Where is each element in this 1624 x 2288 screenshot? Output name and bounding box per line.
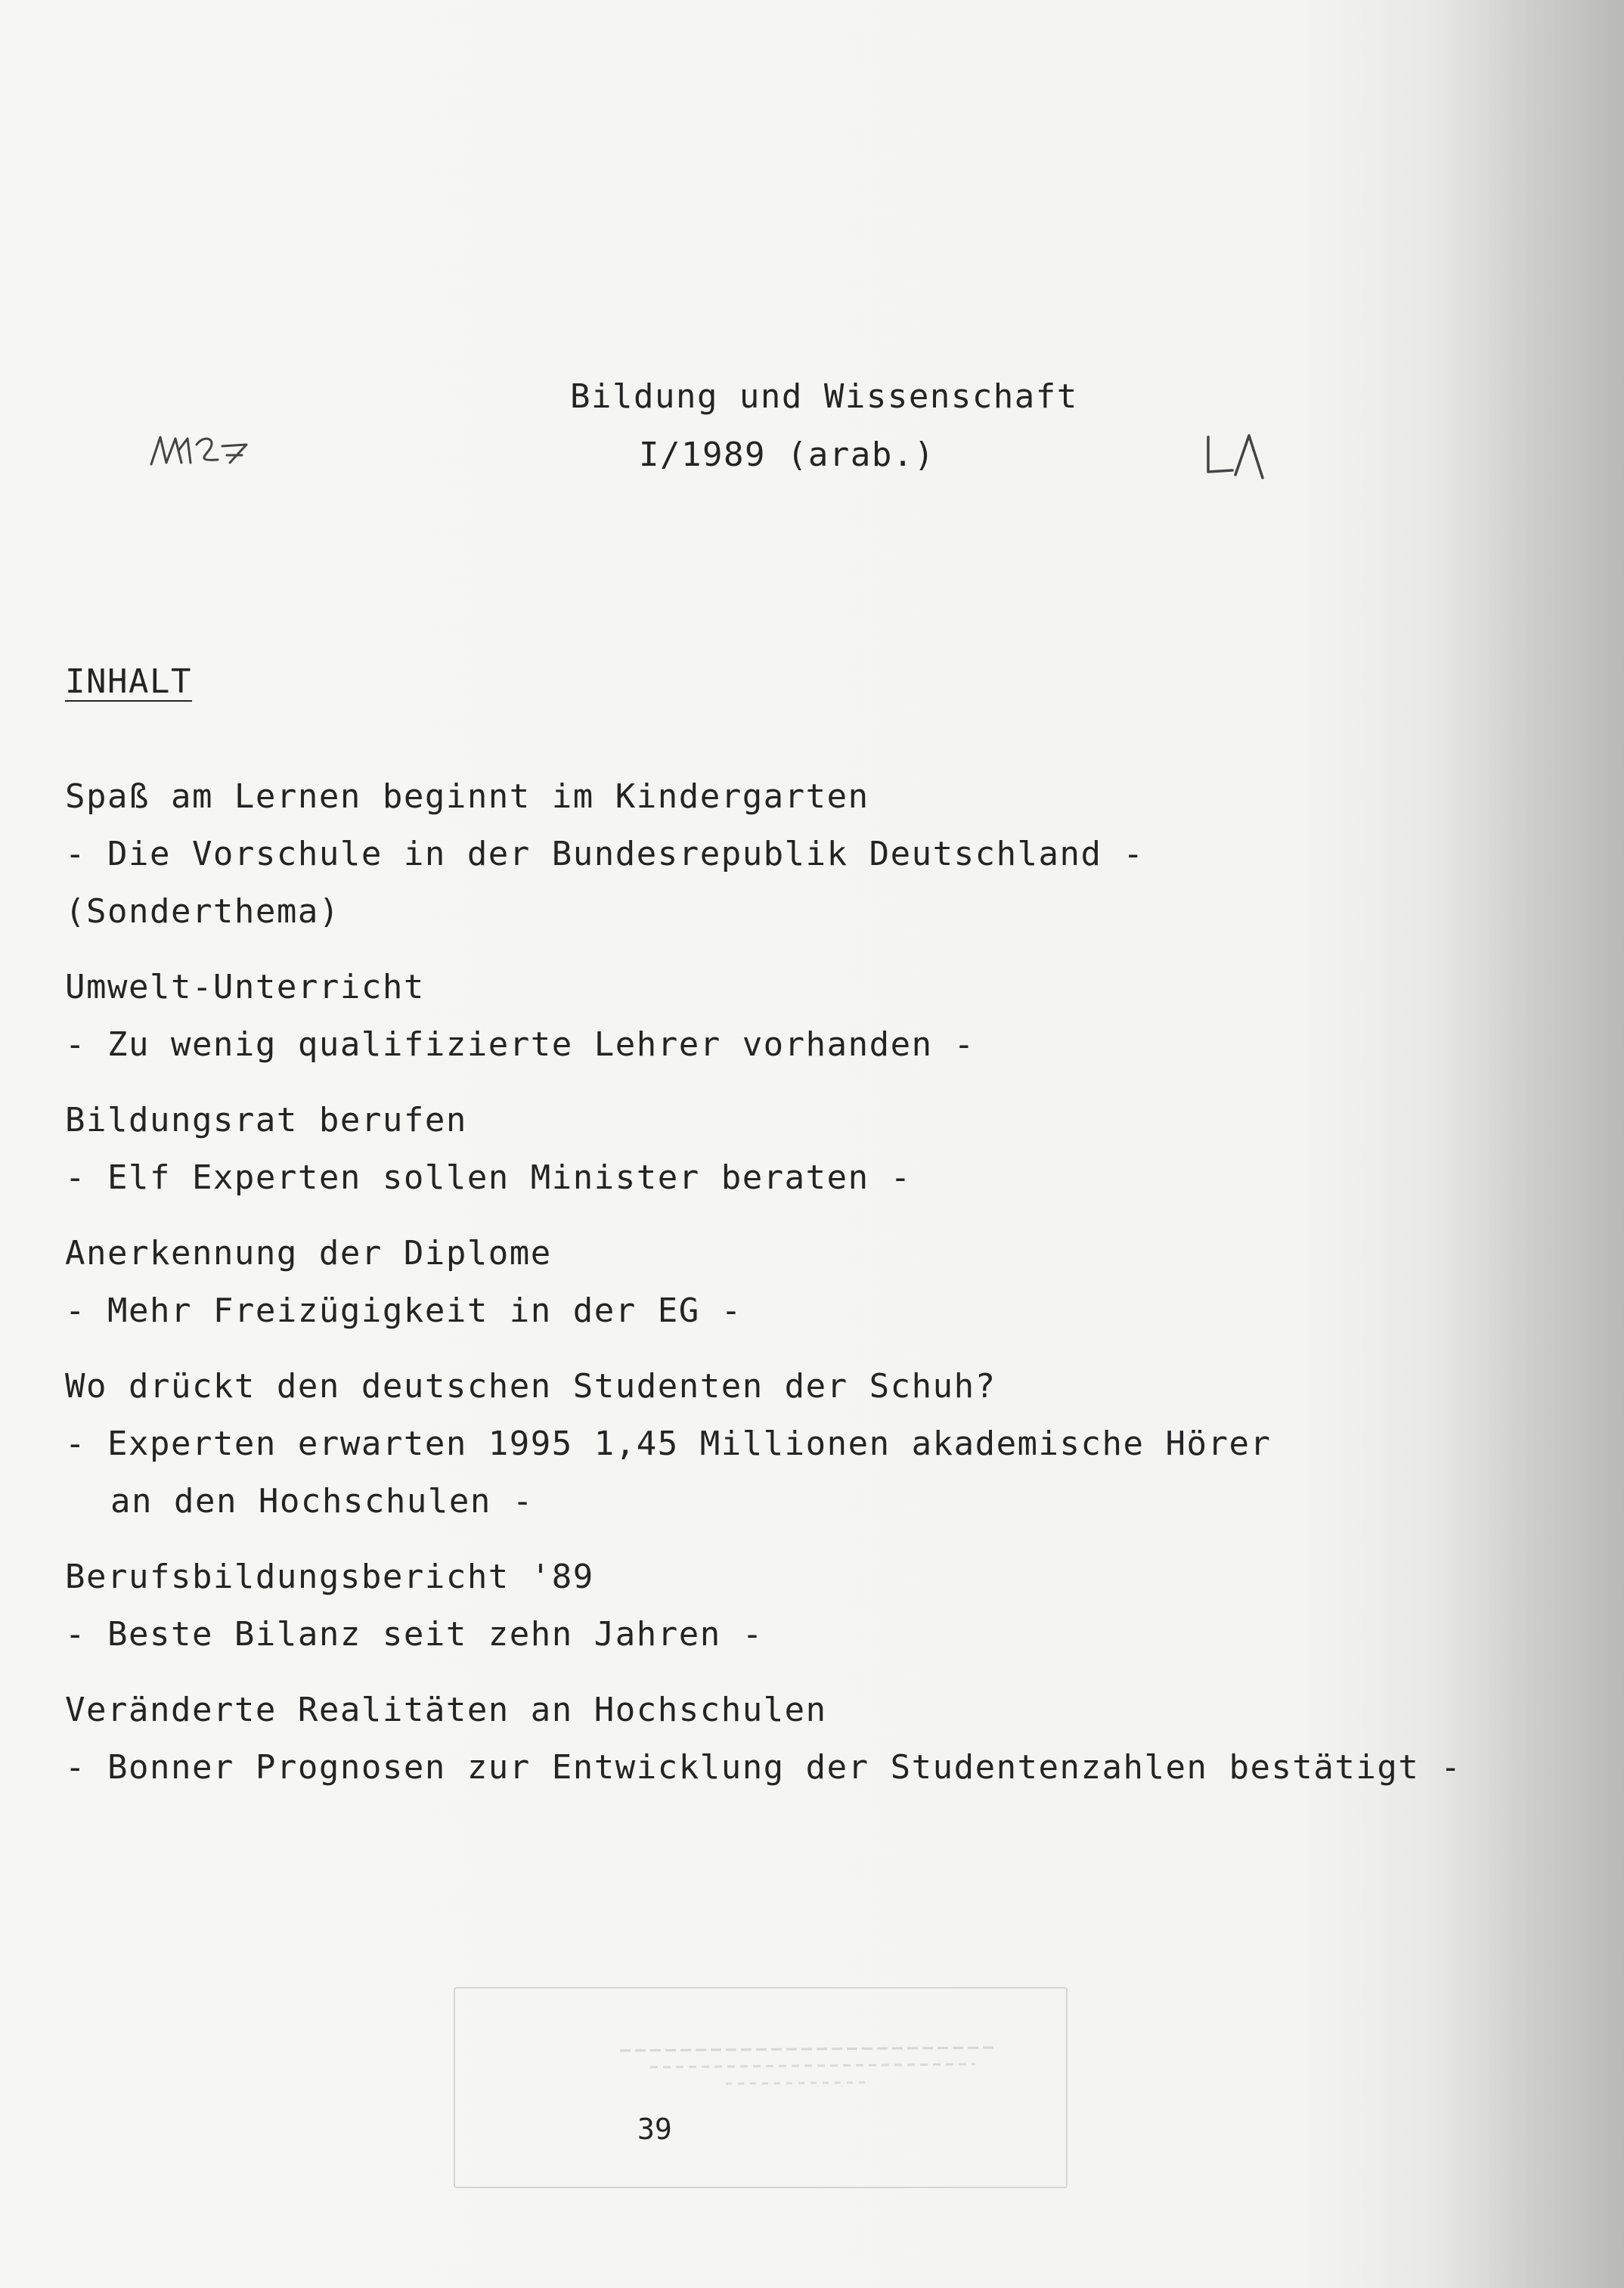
page-number: 39	[637, 2113, 672, 2146]
publication-title: Bildung und Wissenschaft	[570, 377, 1078, 416]
entry-subtitle: - Beste Bilanz seit zehn Jahren -	[65, 1615, 764, 1654]
entry-subtitle: - Bonner Prognosen zur Entwicklung der Studentenzahlen bestätigt -	[65, 1748, 1462, 1787]
entry-title: Bildungsrat berufen	[65, 1101, 467, 1139]
publication-issue: I/1989 (arab.)	[639, 436, 935, 474]
entry-title: Berufsbildungsbericht '89	[65, 1558, 594, 1596]
entry-subtitle: - Die Vorschule in der Bundesrepublik Deutschland -	[65, 835, 1145, 873]
entry-subtitle-continued: an den Hochschulen -	[110, 1482, 534, 1521]
faded-stamp-text	[620, 2042, 1013, 2102]
entry-title: Umwelt-Unterricht	[65, 968, 425, 1006]
entry-note: (Sonderthema)	[65, 892, 340, 931]
entry-subtitle: - Experten erwarten 1995 1,45 Millionen akademische Hörer	[65, 1425, 1272, 1463]
entry-subtitle: - Zu wenig qualifizierte Lehrer vorhanden -	[65, 1025, 975, 1064]
entry-title: Spaß am Lernen beginnt im Kindergarten	[65, 777, 869, 816]
entry-title: Wo drückt den deutschen Studenten der Schuh?	[65, 1367, 996, 1406]
contents-heading: INHALT	[65, 662, 192, 701]
entry-title: Anerkennung der Diplome	[65, 1234, 552, 1273]
entry-subtitle: - Mehr Freizügigkeit in der EG -	[65, 1291, 742, 1330]
entry-subtitle: - Elf Experten sollen Minister beraten -	[65, 1158, 912, 1197]
handwritten-note-left	[148, 428, 299, 473]
handwritten-note-right	[1202, 432, 1278, 485]
entry-title: Veränderte Realitäten an Hochschulen	[65, 1691, 827, 1729]
